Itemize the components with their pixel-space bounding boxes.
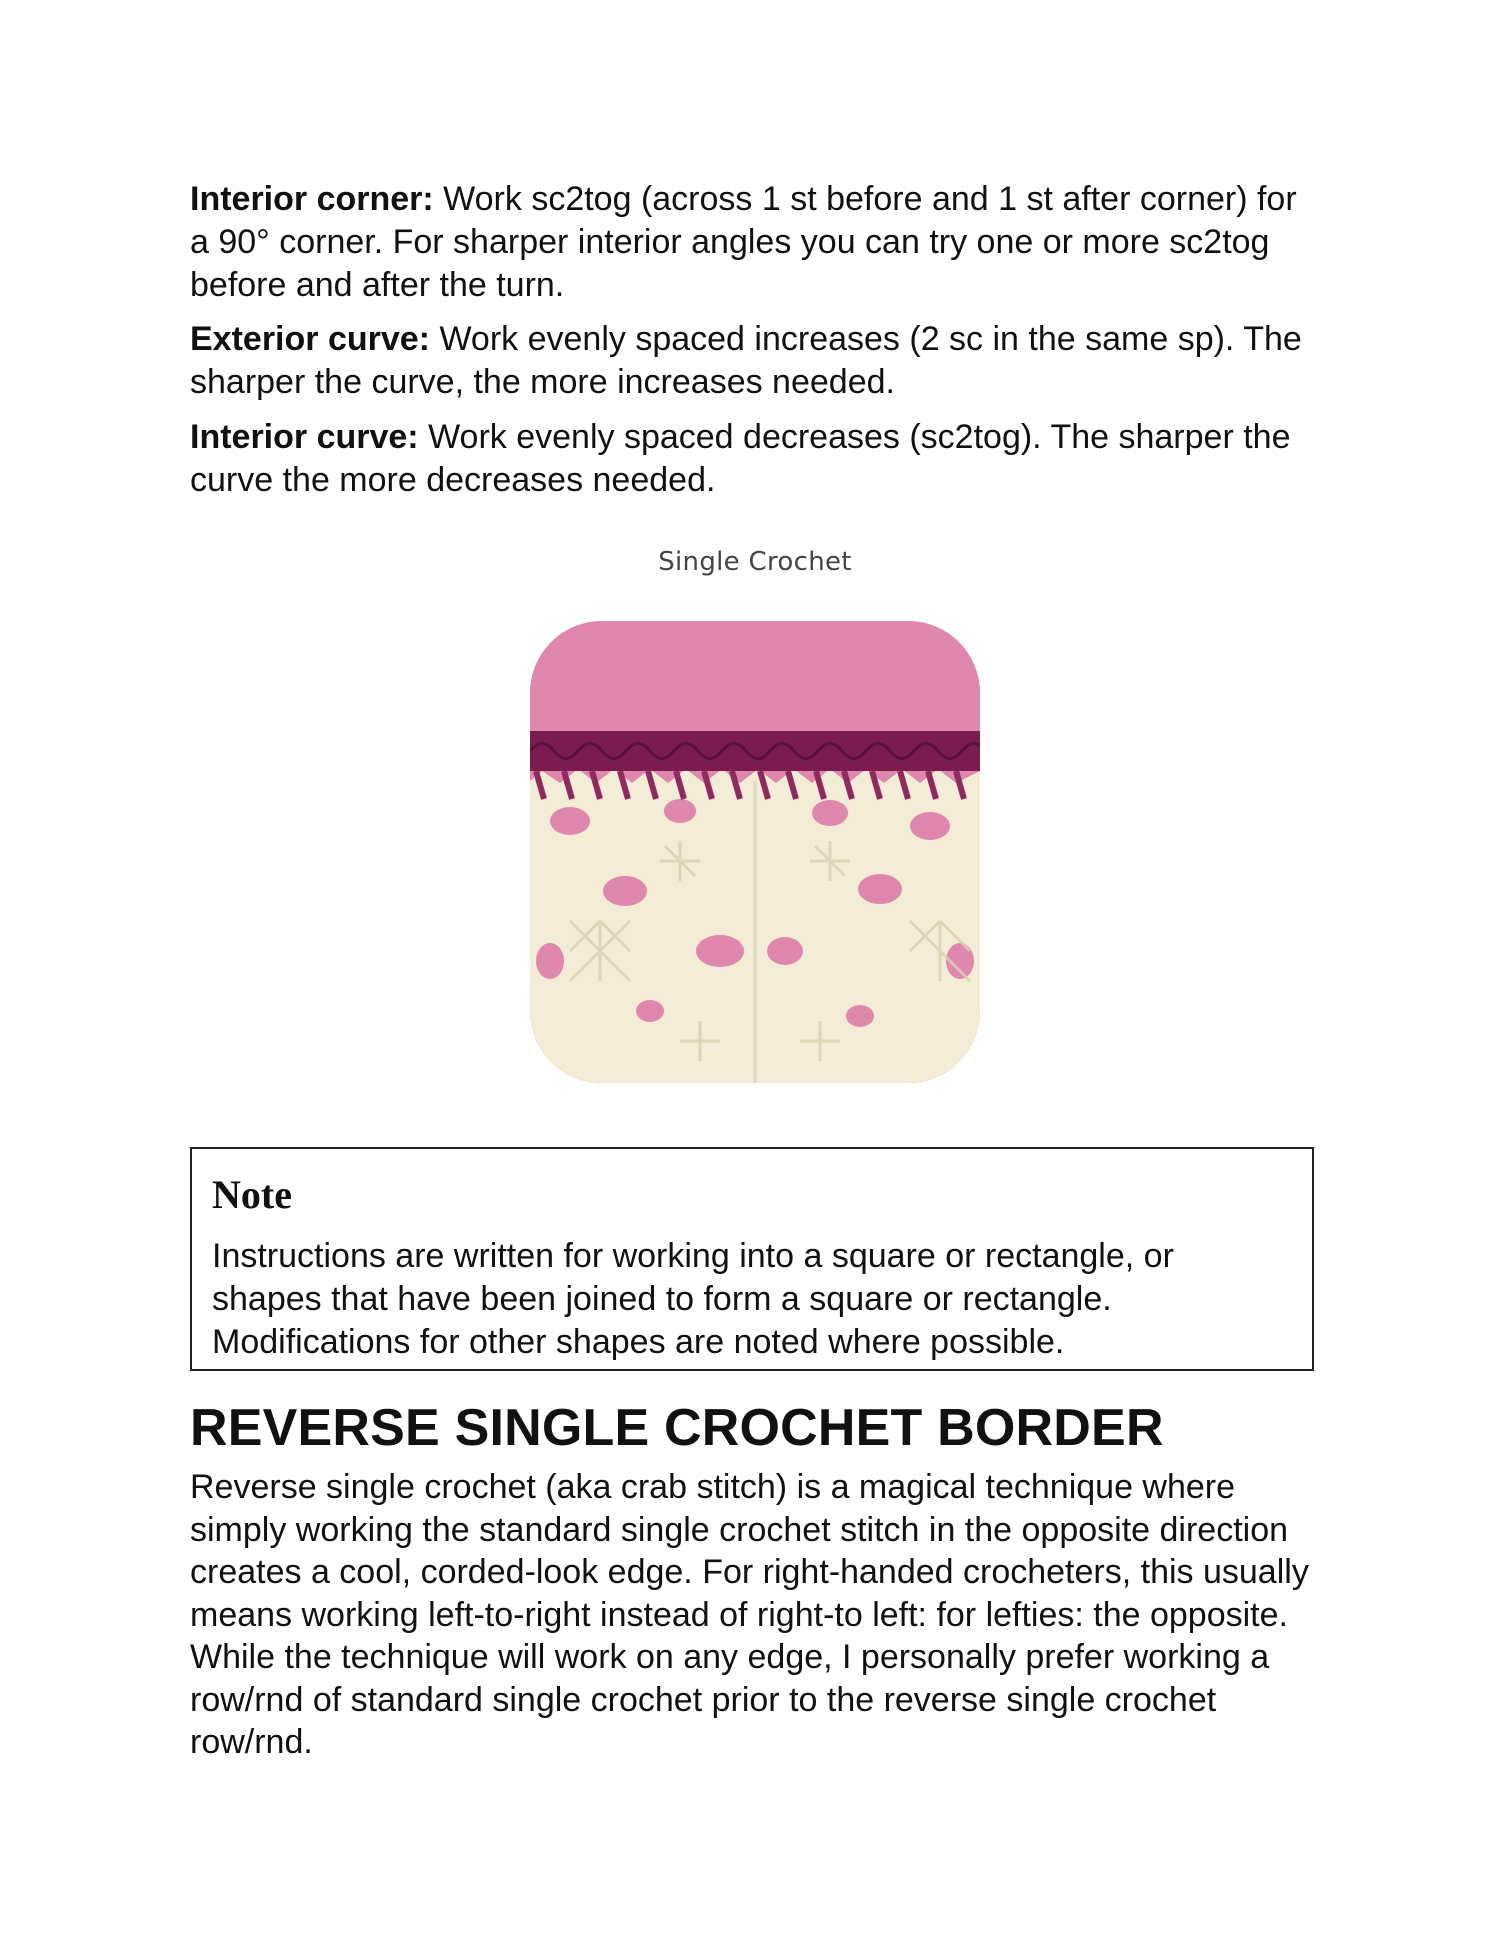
note-body: Instructions are written for working into a square or rectangle, or shapes that have been joined to form a square or rectangle. Modifications for other shapes are noted where possible.: [212, 1237, 1174, 1361]
crochet-swatch-illustration: [530, 621, 980, 1083]
term-label: Interior curve:: [190, 418, 419, 456]
term-label: Exterior curve:: [190, 320, 430, 358]
term-interior-corner: [190, 178, 1320, 307]
term-exterior-curve: [190, 318, 1320, 404]
term-text: Work sc2tog (across 1 st before and 1 st after corner) for a 90° corner. For sharper interior angles you can try one or more sc2tog before and after the turn.: [190, 180, 1297, 304]
section-heading: REVERSE SINGLE CROCHET BORDER: [190, 1399, 1164, 1457]
note-box: [190, 1147, 1314, 1371]
note-title: Note: [212, 1172, 292, 1217]
term-label: Interior corner:: [190, 180, 434, 218]
section-paragraph: Reverse single crochet (aka crab stitch) is a magical technique where simply working the standard single crochet stitch in the opposite direction creates a cool, corded-look edge. For right-handed crocheters, this usually means working left-to-right instead of right-to left: for lefties: the opposite. While the technique will work on any edge, I personally prefer working a row/rnd of standard single crochet prior to the reverse single crochet row/rnd.: [190, 1468, 1309, 1761]
term-text: Work evenly spaced increases (2 sc in the same sp). The sharper the curve, the more increases needed.: [190, 320, 1302, 401]
term-interior-curve: [190, 416, 1320, 502]
single-crochet-photo: [530, 621, 980, 1083]
figure-caption: Single Crochet: [658, 547, 852, 577]
term-text: Work evenly spaced decreases (sc2tog). The sharper the curve the more decreases needed.: [190, 418, 1291, 499]
